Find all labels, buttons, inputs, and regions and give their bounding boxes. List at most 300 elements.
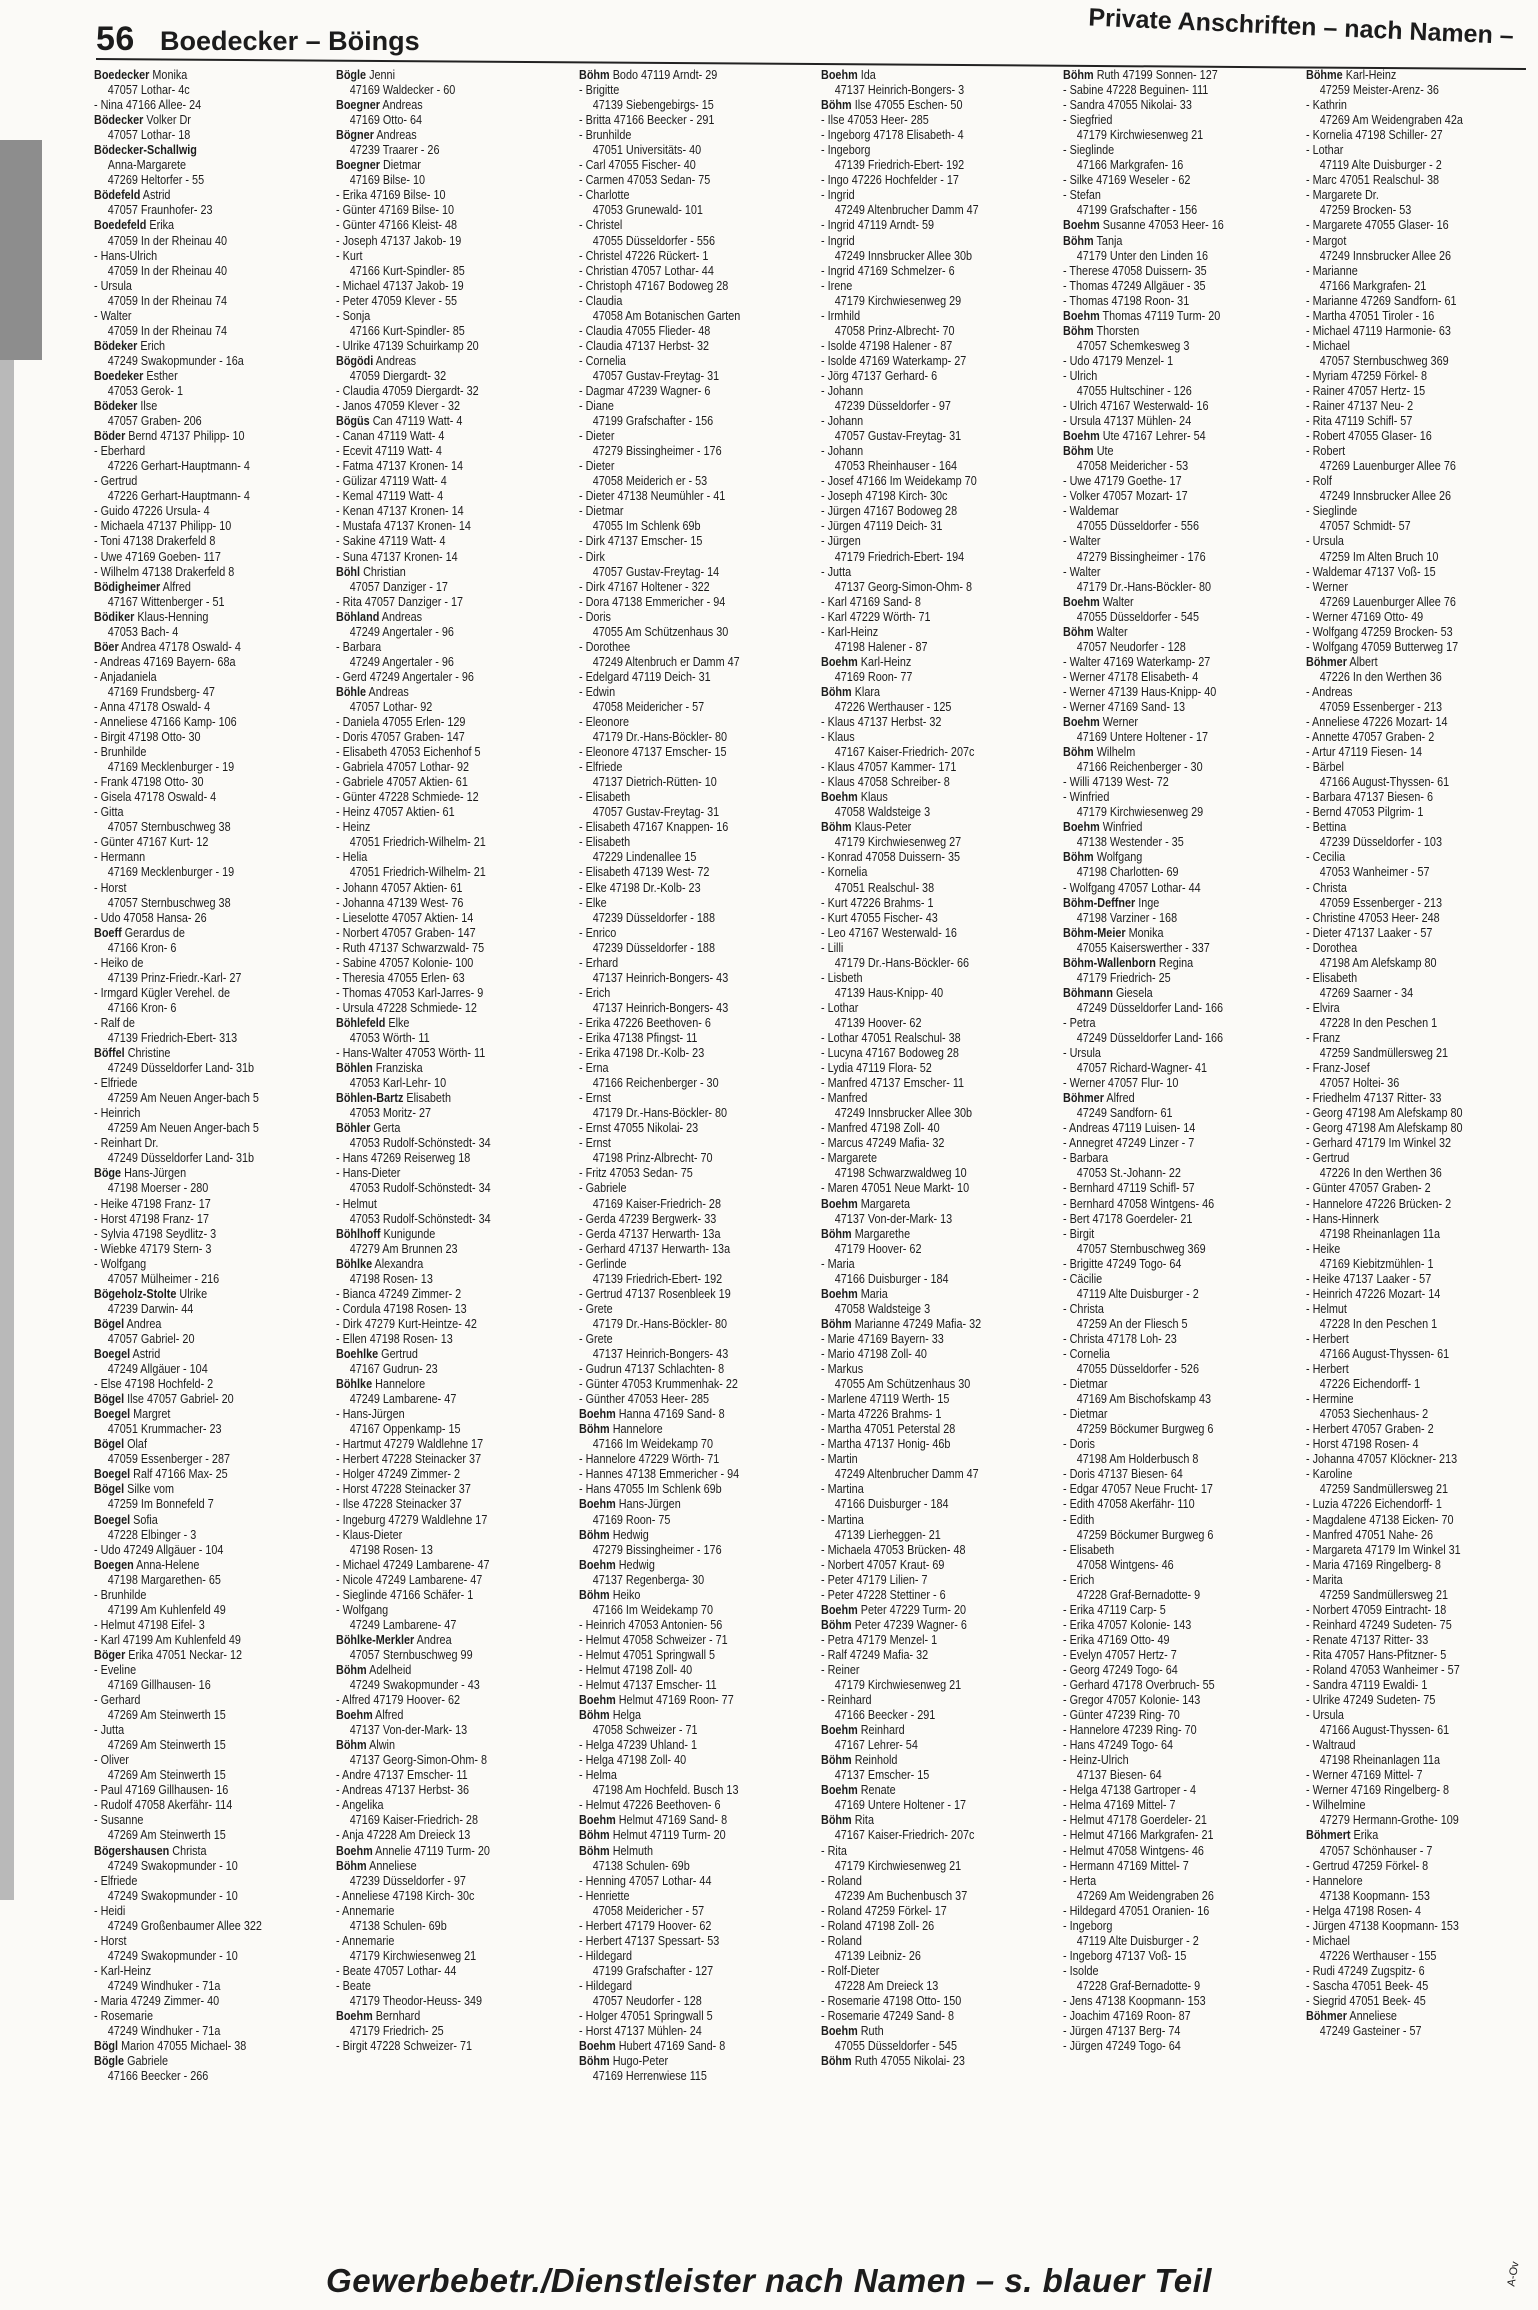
entry-text: - Michael 47137 Jakob- 19: [336, 278, 464, 293]
entry-text: - Ralf de: [94, 1015, 135, 1030]
entry-text: - Walter: [1063, 534, 1101, 549]
directory-entry: [1306, 971, 1534, 986]
entry-text: Andreas: [376, 353, 417, 368]
entry-text: - Anna 47178 Oswald- 4: [94, 699, 211, 714]
directory-entry: [94, 504, 322, 519]
entry-text: - Irmgard Kügler Verehel. de: [94, 985, 231, 1000]
directory-entry: [1306, 444, 1534, 459]
entry-text: Hannelore: [375, 1377, 426, 1392]
directory-entry: [1063, 1106, 1291, 1121]
directory-entry: [336, 1588, 564, 1603]
entry-text: - Helga 47239 Uhland- 1: [578, 1738, 697, 1753]
directory-entry: [94, 534, 322, 549]
entry-text: - Gabriele: [578, 1181, 627, 1196]
directory-entry: [336, 1257, 564, 1272]
directory-entry: [579, 173, 807, 188]
entry-text: - Rainer 47057 Hertz- 15: [1305, 383, 1425, 398]
directory-entry: [1063, 1798, 1291, 1813]
directory-entry: [336, 760, 564, 775]
entry-text: - Johanna 47057 Klöckner- 213: [1305, 1452, 1457, 1467]
entry-text: - Edith 47058 Akerfähr- 110: [1063, 1497, 1195, 1512]
directory-entry: [336, 1934, 564, 1949]
directory-entry: [1063, 2024, 1291, 2039]
entry-text: - Volker 47057 Mozart- 17: [1063, 489, 1188, 504]
entry-text: Ilse 47055 Eschen- 50: [854, 98, 963, 113]
directory-entry: [1306, 218, 1534, 233]
entry-text: - Erika 47169 Bilse- 10: [336, 188, 446, 203]
directory-entry: [1063, 489, 1291, 504]
directory-entry: [821, 1362, 1049, 1377]
entry-text: 47279 Bissingheimer - 176: [592, 1542, 722, 1557]
directory-entry: [1306, 1272, 1534, 1287]
directory-entry: [579, 1919, 807, 1934]
entry-text: 47259 Sandmüllersweg 21: [1319, 1587, 1448, 1602]
directory-entry: [336, 1994, 564, 2009]
entry-text: 47137 Georg-Simon-Ohm- 8: [350, 1753, 488, 1768]
entry-text: 47249 Innsbrucker Allee 26: [1319, 489, 1451, 504]
directory-entry: [579, 1497, 807, 1512]
directory-entry: [94, 1121, 322, 1136]
entry-surname: Böhmer: [1063, 1091, 1105, 1106]
entry-text: 47169 Mecklenburger - 19: [107, 865, 235, 880]
directory-entry: [821, 1467, 1049, 1482]
entry-text: - Johann: [820, 414, 864, 429]
entry-text: Astrid: [132, 1346, 161, 1361]
entry-text: - Waltraud: [1305, 1738, 1356, 1753]
directory-entry: [1063, 625, 1291, 640]
entry-text: 47055 Kaiserswerther - 337: [1077, 940, 1211, 955]
entry-text: - Doris: [578, 609, 611, 624]
directory-entry: [1306, 1497, 1534, 1512]
entry-text: Erika: [1353, 1828, 1378, 1843]
entry-text: 47055 Hultschiner - 126: [1077, 383, 1193, 398]
entry-text: - Klaus: [820, 730, 855, 745]
directory-entry: [579, 294, 807, 309]
entry-text: Esther: [146, 368, 178, 383]
entry-text: - Carl 47055 Fischer- 40: [578, 158, 696, 173]
entry-text: - Günter 47239 Ring- 70: [1063, 1708, 1181, 1723]
entry-text: 47239 Darwin- 44: [107, 1301, 194, 1316]
entry-text: - Roland 47259 Förkel- 17: [820, 1903, 947, 1918]
directory-entry: [1063, 1001, 1291, 1016]
directory-entry: [1306, 279, 1534, 294]
directory-entry: [1306, 1227, 1534, 1242]
directory-entry: [1063, 881, 1291, 896]
entry-text: - Hermine: [1305, 1392, 1354, 1407]
entry-text: - Holger 47249 Zimmer- 2: [336, 1467, 461, 1482]
directory-entry: [1063, 1588, 1291, 1603]
entry-text: - Siegrid 47051 Beek- 45: [1305, 1994, 1426, 2008]
directory-entry: [1306, 835, 1534, 850]
entry-text: 47249 Lambarene- 47: [350, 1392, 457, 1407]
entry-text: 47169 Roon- 75: [592, 1512, 671, 1527]
directory-entry: [821, 98, 1049, 113]
directory-entry: [821, 1227, 1049, 1242]
directory-entry: [821, 760, 1049, 775]
entry-text: 47198 Am Alefskamp 80: [1319, 955, 1437, 970]
entry-text: - Marita: [1305, 1572, 1343, 1587]
directory-entry: [579, 1723, 807, 1738]
directory-entry: [1063, 534, 1291, 549]
entry-text: 47198 Varziner - 168: [1077, 910, 1178, 925]
directory-entry: [336, 941, 564, 956]
entry-text: - Markus: [820, 1362, 864, 1377]
entry-text: - Jürgen 47137 Berg- 74: [1063, 2024, 1181, 2039]
entry-surname: Böhm: [820, 1226, 852, 1241]
entry-text: Gertrud: [381, 1346, 419, 1361]
directory-entry: [1306, 1693, 1534, 1708]
directory-entry: [1306, 1181, 1534, 1196]
entry-text: Anna-Helene: [136, 1557, 200, 1572]
directory-entry: [1063, 128, 1291, 143]
directory-entry: [579, 805, 807, 820]
entry-text: - Martina: [820, 1512, 864, 1527]
directory-entry: [94, 565, 322, 580]
entry-text: 47058 Wintgens- 46: [1077, 1557, 1175, 1572]
directory-entry: [1063, 218, 1291, 233]
entry-surname: Bögel: [94, 1437, 125, 1452]
directory-entry: [1063, 835, 1291, 850]
directory-entry: [1306, 294, 1534, 309]
directory-entry: [1306, 595, 1534, 610]
entry-text: - Helga 47198 Zoll- 40: [578, 1753, 686, 1768]
directory-entry: [1306, 1859, 1534, 1874]
entry-text: Hedwig: [618, 1557, 655, 1572]
entry-text: - Gerda 47137 Herwarth- 13a: [578, 1226, 721, 1241]
entry-text: 47058 Am Botanischen Garten: [592, 308, 740, 323]
directory-entry: [1063, 1678, 1291, 1693]
entry-text: - Dietmar: [1063, 1377, 1108, 1392]
entry-text: - Helmut 47166 Markgrafen- 21: [1063, 1828, 1214, 1843]
entry-text: 47137 Regenberga- 30: [592, 1572, 704, 1587]
entry-text: - Myriam 47259 Förkel- 8: [1305, 368, 1427, 383]
entry-text: 47166 Duisburger - 184: [834, 1271, 949, 1286]
entry-surname: Böhlke: [336, 1256, 373, 1271]
entry-text: - Horst 47228 Steinacker 37: [336, 1482, 472, 1497]
entry-surname: Boehm: [820, 1286, 858, 1301]
directory-entry: [821, 113, 1049, 128]
directory-entry: [821, 610, 1049, 625]
entry-text: 47166 Im Weidekamp 70: [592, 1437, 713, 1452]
entry-text: 47167 Gudrun- 23: [350, 1362, 439, 1377]
directory-entry: [1063, 444, 1291, 459]
directory-entry: [336, 1272, 564, 1287]
directory-entry: [1306, 986, 1534, 1001]
entry-text: - Siegfried: [1063, 113, 1113, 128]
entry-text: - Rolf-Dieter: [820, 1963, 880, 1978]
entry-text: - Cäcilie: [1063, 1271, 1103, 1286]
entry-text: - Dora 47138 Emmericher - 94: [578, 594, 725, 609]
directory-entry: [579, 1061, 807, 1076]
directory-entry: [821, 1828, 1049, 1843]
entry-text: - Elvira: [1305, 1000, 1340, 1015]
entry-text: - Luzia 47226 Eichendorff- 1: [1305, 1497, 1442, 1512]
directory-entry: [579, 670, 807, 685]
directory-entry: [1306, 354, 1534, 369]
entry-text: 47169 Frundsberg- 47: [107, 684, 215, 699]
entry-text: - Elfriede: [578, 760, 623, 775]
directory-entry: [579, 1543, 807, 1558]
directory-entry: [821, 835, 1049, 850]
entry-text: - Walter: [1063, 564, 1101, 579]
directory-entry: [1306, 2024, 1534, 2039]
directory-entry: [1063, 173, 1291, 188]
entry-text: 47198 Charlotten- 69: [1077, 865, 1179, 880]
directory-entry: [821, 640, 1049, 655]
directory-entry: [579, 580, 807, 595]
entry-text: - Susanne: [94, 1813, 144, 1828]
directory-entry: [1063, 369, 1291, 384]
entry-text: - Gertrud 47137 Rosenbleek 19: [578, 1286, 731, 1301]
directory-entry: [1306, 1753, 1534, 1768]
entry-text: 47179 Friedrich- 25: [350, 2024, 445, 2039]
entry-text: - Erich: [1063, 1572, 1095, 1587]
directory-entry: [821, 459, 1049, 474]
directory-entry: [821, 474, 1049, 489]
directory-entry: [94, 519, 322, 534]
entry-text: - Maria 47249 Zimmer- 40: [94, 1994, 220, 2008]
entry-text: - Roland 47198 Zoll- 26: [820, 1918, 935, 1933]
entry-text: - Udo 47249 Allgäuer - 104: [94, 1542, 224, 1557]
entry-text: 47057 Schmidt- 57: [1319, 519, 1411, 534]
entry-text: - Helga 47138 Gartroper - 4: [1063, 1783, 1197, 1798]
directory-entry: [336, 1347, 564, 1362]
entry-text: - Ingeborg: [1063, 1918, 1113, 1933]
directory-entry: [94, 1708, 322, 1723]
directory-entry: [821, 1663, 1049, 1678]
entry-text: Ute 47167 Lehrer- 54: [1103, 429, 1207, 444]
directory-entry: [821, 685, 1049, 700]
entry-text: 47226 Eichendorff- 1: [1319, 1377, 1420, 1392]
directory-entry: [94, 354, 322, 369]
entry-text: - Joseph 47137 Jakob- 19: [336, 233, 462, 248]
entry-text: - Jürgen 47138 Koopmann- 153: [1305, 1918, 1459, 1933]
directory-entry: [1063, 1347, 1291, 1362]
directory-entry: [1306, 1392, 1534, 1407]
entry-text: 47269 Heltorfer - 55: [107, 173, 205, 188]
entry-text: - Sieglinde 47166 Schäfer- 1: [336, 1587, 474, 1602]
directory-entry: [579, 128, 807, 143]
directory-entry: [336, 234, 564, 249]
entry-text: - Birgit: [1063, 1226, 1095, 1241]
entry-text: - Kenan 47137 Kronen- 14: [336, 504, 464, 519]
directory-entry: [821, 444, 1049, 459]
entry-text: Volker Dr: [146, 113, 191, 128]
directory-entry: [821, 1783, 1049, 1798]
entry-text: - Evelyn 47057 Hertz- 7: [1063, 1647, 1178, 1662]
entry-text: - Ralf 47249 Mafia- 32: [820, 1647, 929, 1662]
directory-entry: [94, 1197, 322, 1212]
directory-entry: [336, 820, 564, 835]
entry-text: - Beate: [336, 1978, 372, 1993]
directory-entry: [579, 1513, 807, 1528]
entry-text: - Gerhard: [94, 1693, 141, 1708]
directory-listing: [94, 68, 1534, 2223]
entry-text: - Lisbeth: [820, 970, 863, 985]
directory-entry: [1063, 1302, 1291, 1317]
entry-text: 47269 Am Weidengraben 42a: [1319, 113, 1463, 128]
directory-entry: [821, 1317, 1049, 1332]
directory-entry: [579, 83, 807, 98]
directory-entry: [336, 881, 564, 896]
entry-text: 47057 Schönhauser - 7: [1319, 1843, 1433, 1858]
directory-entry: [579, 1437, 807, 1452]
directory-entry: [94, 113, 322, 128]
directory-entry: [1306, 98, 1534, 113]
entry-text: - Marie 47169 Bayern- 33: [820, 1331, 944, 1346]
directory-entry: [336, 745, 564, 760]
entry-text: 47055 Düsseldorfer - 545: [1077, 609, 1200, 624]
entry-text: 47169 Roon- 77: [834, 669, 913, 684]
directory-entry: [821, 1091, 1049, 1106]
entry-text: - Annegret 47249 Linzer - 7: [1063, 1136, 1195, 1151]
directory-entry: [1306, 83, 1534, 98]
entry-text: 47228 Am Dreieck 13: [834, 1978, 939, 1993]
listing-column-2: [336, 68, 564, 2223]
directory-entry: [821, 429, 1049, 444]
entry-text: - Elisabeth 47167 Knappen- 16: [578, 820, 729, 835]
entry-text: Walter: [1103, 594, 1134, 609]
directory-entry: [821, 700, 1049, 715]
directory-entry: [336, 534, 564, 549]
entry-text: - Karl-Heinz: [94, 1963, 152, 1978]
entry-text: 47166 Beecker - 266: [107, 2069, 209, 2084]
directory-entry: [579, 1678, 807, 1693]
entry-text: - Erna: [578, 1061, 609, 1076]
entry-text: - Elisabeth 47139 West- 72: [578, 865, 710, 880]
entry-text: - Manfred 47198 Zoll- 40: [820, 1121, 940, 1136]
directory-entry: [1063, 113, 1291, 128]
entry-surname: Böhm-Deffner: [1063, 895, 1136, 910]
directory-entry: [1306, 414, 1534, 429]
directory-entry: [1306, 1091, 1534, 1106]
entry-text: 47249 Düsseldorfer Land- 31b: [107, 1151, 255, 1166]
directory-entry: [579, 1708, 807, 1723]
entry-text: - Norbert 47057 Graben- 147: [336, 925, 477, 940]
directory-entry: [1063, 1212, 1291, 1227]
directory-entry: [1063, 1392, 1291, 1407]
directory-entry: [821, 1497, 1049, 1512]
directory-entry: [1063, 820, 1291, 835]
entry-text: - Heidi: [94, 1903, 126, 1918]
entry-text: Silke vom: [127, 1482, 175, 1497]
entry-text: Erika 47051 Neckar- 12: [128, 1647, 243, 1662]
entry-surname: Böger: [94, 1647, 126, 1662]
entry-text: Maria: [860, 1286, 888, 1301]
entry-surname: Böhle: [336, 684, 367, 699]
directory-entry: [821, 83, 1049, 98]
directory-entry: [1306, 1347, 1534, 1362]
entry-text: - Gertrud: [1305, 1151, 1349, 1166]
entry-text: 47057 Schemkesweg 3: [1077, 338, 1190, 353]
directory-entry: [821, 1844, 1049, 1859]
directory-entry: [94, 1377, 322, 1392]
directory-entry: [94, 474, 322, 489]
entry-text: - Ingeborg 47178 Elisabeth- 4: [820, 128, 964, 143]
directory-entry: [1306, 68, 1534, 83]
directory-entry: [336, 550, 564, 565]
directory-entry: [336, 956, 564, 971]
directory-entry: [336, 1949, 564, 1964]
entry-text: - Roland: [820, 1873, 862, 1888]
directory-entry: [1306, 369, 1534, 384]
directory-entry: [94, 1151, 322, 1166]
entry-text: 47239 Am Buchenbusch 37: [834, 1888, 968, 1903]
directory-entry: [821, 1121, 1049, 1136]
directory-entry: [1063, 188, 1291, 203]
entry-text: - Reinhard: [820, 1693, 872, 1708]
directory-entry: [579, 685, 807, 700]
directory-entry: [94, 1528, 322, 1543]
entry-text: - Isolde: [1063, 1963, 1099, 1978]
entry-text: 47249 Innsbrucker Allee 26: [1319, 248, 1451, 263]
entry-text: - Marianne: [1305, 263, 1358, 278]
entry-text: - Wolfgang 47057 Lothar- 44: [1063, 880, 1202, 895]
directory-entry: [1306, 1994, 1534, 2009]
directory-entry: [94, 218, 322, 233]
directory-entry: [1063, 339, 1291, 354]
entry-text: - Annemarie: [336, 1903, 395, 1918]
entry-text: - Carmen 47053 Sedan- 75: [578, 173, 710, 188]
directory-entry: [579, 459, 807, 474]
entry-text: - Günther 47053 Heer- 285: [578, 1392, 709, 1407]
entry-text: - Hannes 47138 Emmericher - 94: [578, 1467, 739, 1482]
directory-entry: [821, 354, 1049, 369]
directory-entry: [579, 309, 807, 324]
directory-entry: [1063, 1091, 1291, 1106]
directory-entry: [94, 1828, 322, 1843]
entry-text: Alfred: [1106, 1091, 1135, 1106]
entry-text: - Bert 47178 Goerdeler- 21: [1063, 1211, 1193, 1226]
entry-surname: Böhm: [1063, 624, 1095, 639]
directory-entry: [336, 1768, 564, 1783]
entry-text: - Petra 47179 Menzel- 1: [820, 1632, 938, 1647]
directory-entry: [94, 143, 322, 158]
directory-entry: [94, 399, 322, 414]
entry-surname: Böder: [94, 429, 126, 444]
directory-entry: [579, 218, 807, 233]
directory-entry: [1306, 1783, 1534, 1798]
entry-text: - Hans 47055 Im Schlenk 69b: [578, 1482, 722, 1497]
entry-text: - Hannelore 47226 Brücken- 2: [1305, 1196, 1451, 1211]
entry-text: - Charlotte: [578, 188, 630, 203]
entry-text: - Ingrid: [820, 188, 855, 203]
directory-entry: [1063, 158, 1291, 173]
directory-entry: [579, 2024, 807, 2039]
entry-text: 47259 Im Bonnefeld 7: [107, 1497, 214, 1512]
directory-entry: [336, 670, 564, 685]
entry-text: Andreas: [382, 98, 424, 113]
page-range-title: Boedecker – Böings: [160, 26, 420, 56]
directory-entry: [579, 1693, 807, 1708]
entry-text: - Jörg 47137 Gerhard- 6: [820, 368, 938, 383]
directory-entry: [336, 143, 564, 158]
entry-text: 47166 Kurt-Spindler- 85: [350, 323, 466, 338]
directory-entry: [94, 1091, 322, 1106]
entry-text: Bodo 47119 Arndt- 29: [612, 68, 717, 82]
entry-text: - Edwin: [578, 684, 615, 699]
entry-text: 47057 Sternbuschweg 369: [1319, 353, 1449, 368]
entry-surname: Böhm: [336, 1858, 368, 1873]
directory-entry: [1063, 1573, 1291, 1588]
entry-text: - Herbert: [1305, 1331, 1349, 1346]
entry-text: - Udo 47058 Hansa- 26: [94, 910, 207, 925]
directory-entry: [336, 429, 564, 444]
directory-entry: [94, 1332, 322, 1347]
entry-text: - Barbara 47137 Biesen- 6: [1305, 790, 1433, 805]
directory-entry: [336, 1919, 564, 1934]
entry-text: - Hans-Ulrich: [94, 248, 158, 263]
